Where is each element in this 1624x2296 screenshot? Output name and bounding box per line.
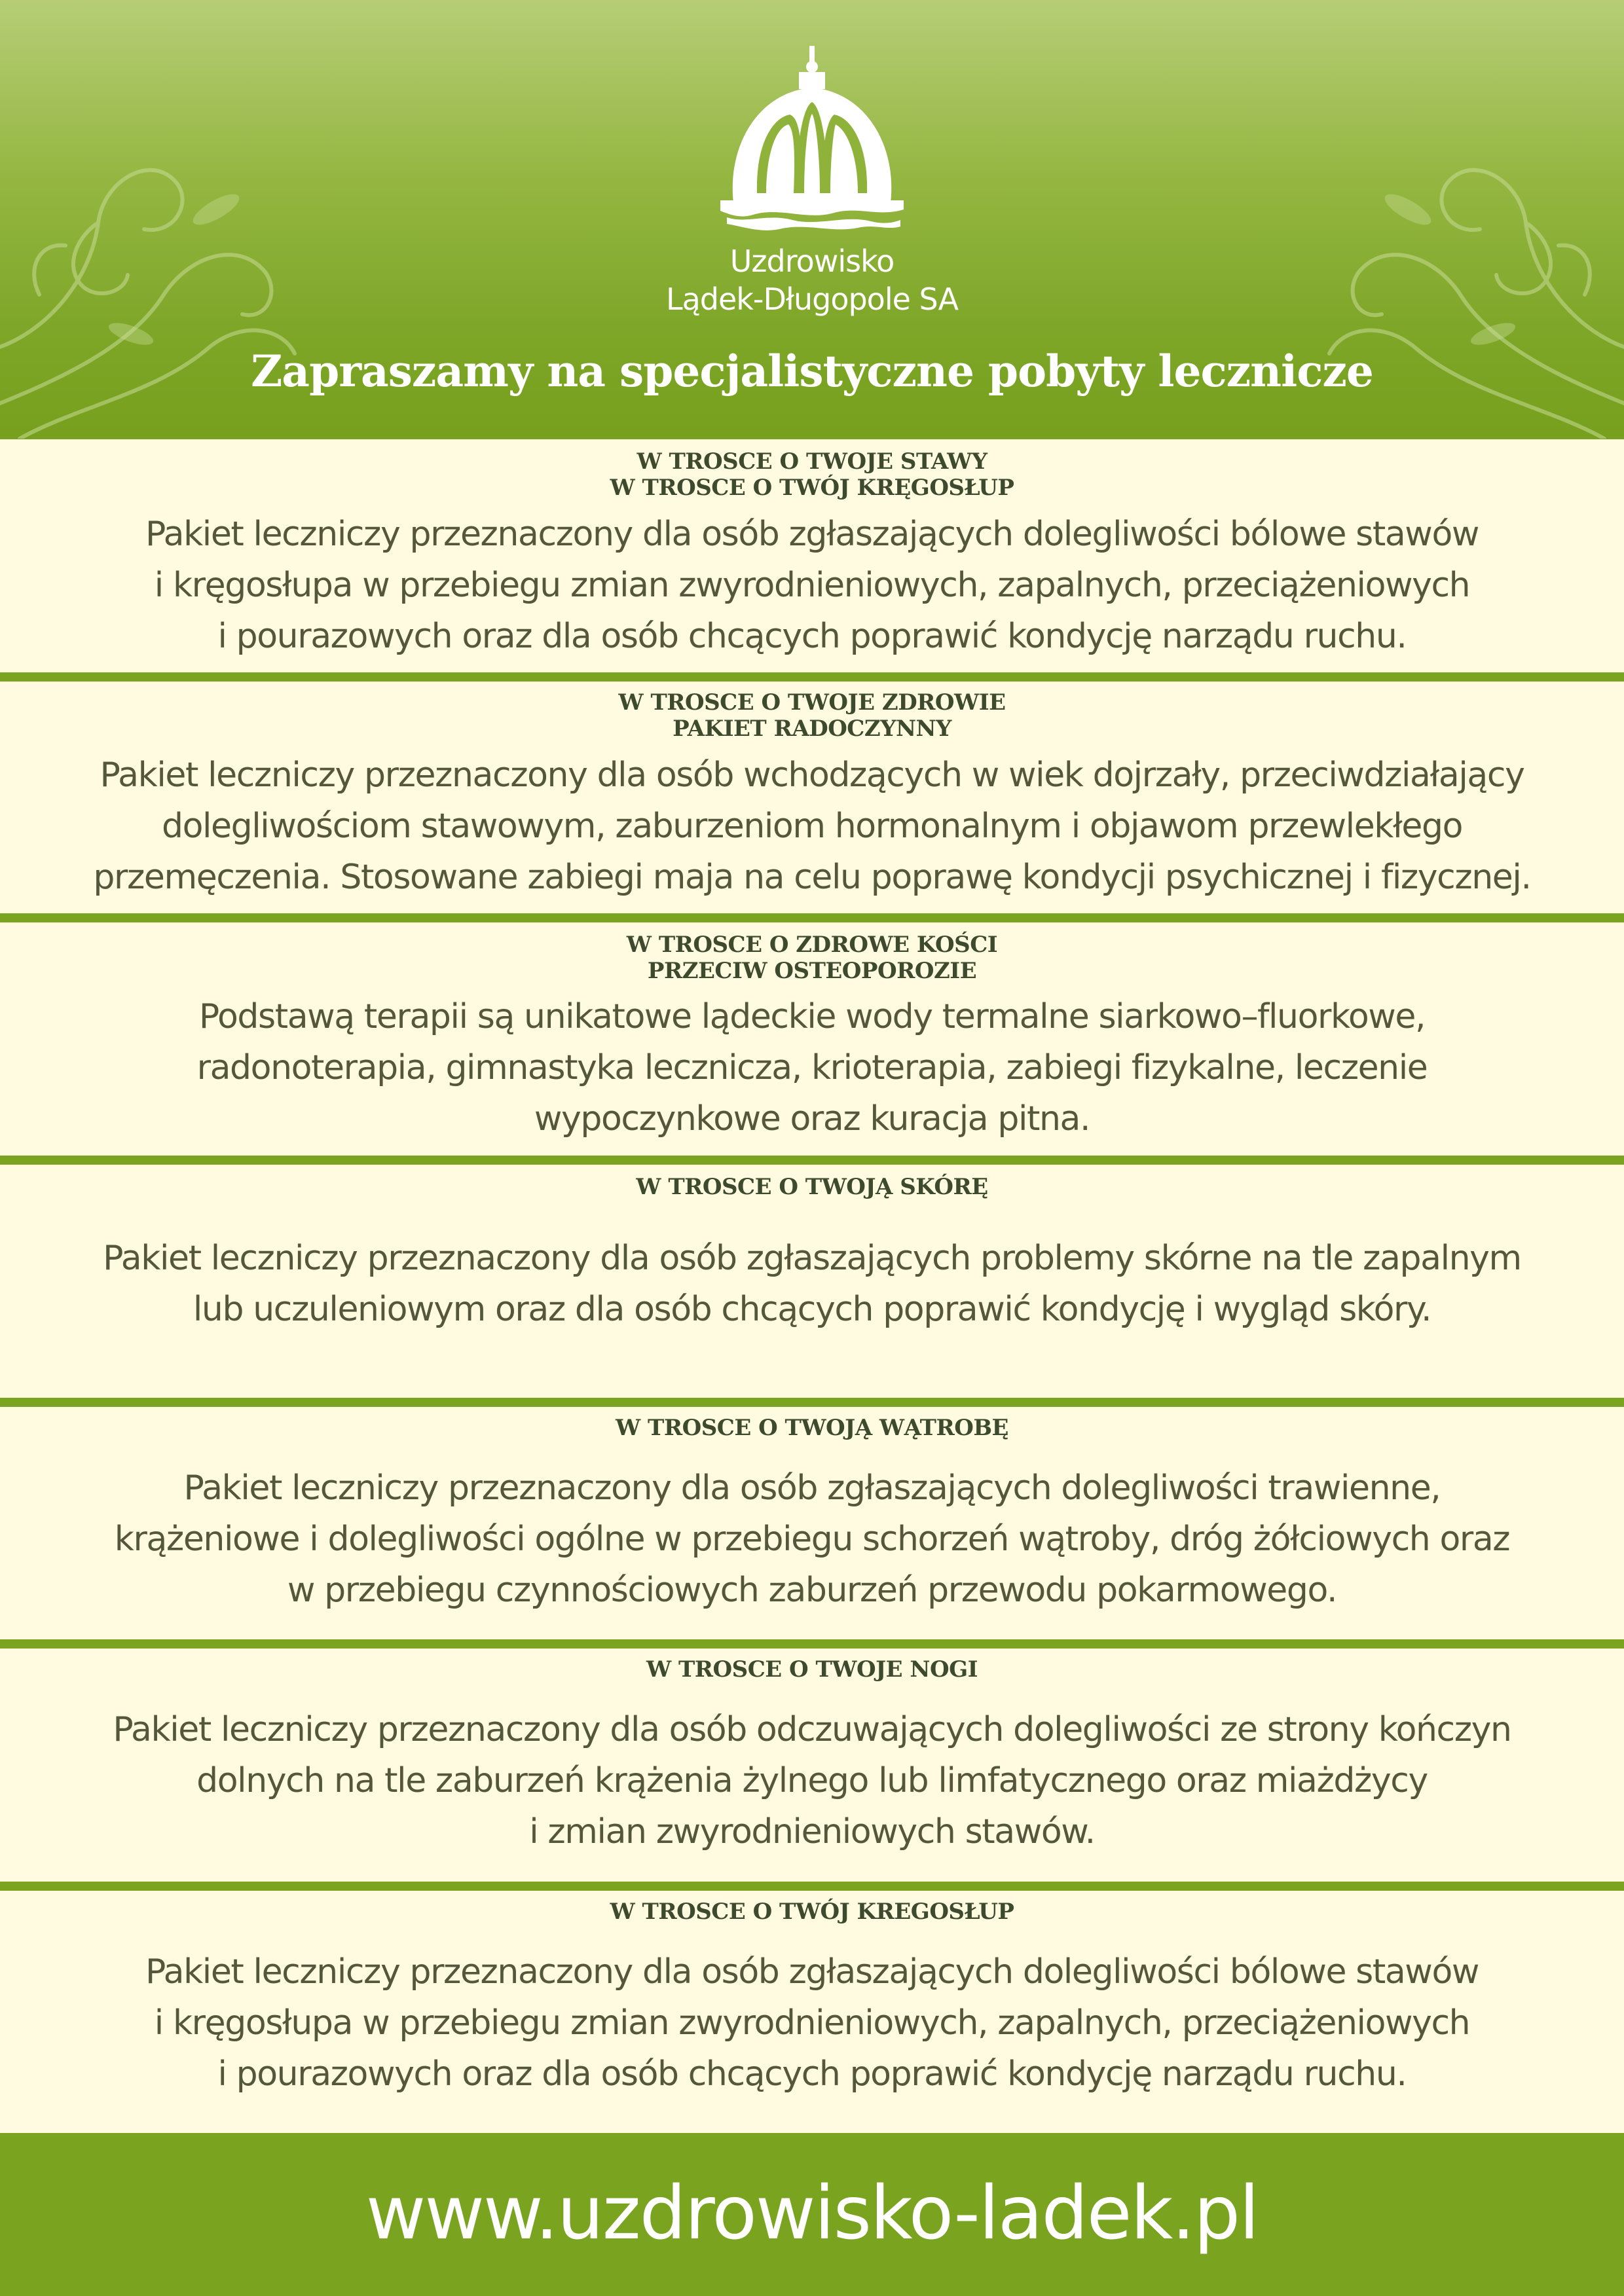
section-description bbox=[26, 1463, 1598, 1616]
section-text-line: Pakiet leczniczy przeznaczony dla osób wchodzących w wiek dojrzały, przeciwdziałający bbox=[100, 756, 1524, 795]
section-description bbox=[26, 750, 1598, 903]
section-title-line: W TROSCE O TWOJE NOGI bbox=[646, 1656, 978, 1683]
dome-logo-icon bbox=[701, 46, 923, 236]
section-title bbox=[0, 1899, 1624, 1925]
package-stawy-kregoslup bbox=[0, 439, 1624, 672]
section-description bbox=[26, 991, 1598, 1144]
section-text-line: Pakiet leczniczy przeznaczony dla osób zgłaszających problemy skórne na tle zapalnym bbox=[103, 1239, 1521, 1278]
section-text-line: dolegliwościom stawowym, zaburzeniom hormonalnym i objawom przewlekłego bbox=[161, 807, 1462, 846]
package-kregoslup bbox=[0, 1891, 1624, 2133]
section-title-line: PAKIET RADOCZYNNY bbox=[673, 716, 951, 742]
package-radoczynny bbox=[0, 682, 1624, 913]
section-text-line: wypoczynkowe oraz kuracja pitna. bbox=[534, 1099, 1090, 1139]
brand-name: Uzdrowisko bbox=[729, 244, 895, 279]
section-text-line: i pourazowych oraz dla osób chcących poprawić kondycję narządu ruchu. bbox=[217, 617, 1407, 656]
section-title bbox=[0, 448, 1624, 501]
section-title bbox=[0, 1656, 1624, 1683]
section-text-line: i kręgosłupa w przebiegu zmian zwyrodnieniowych, zapalnych, przeciążeniowych bbox=[154, 2003, 1470, 2043]
section-description bbox=[26, 1946, 1598, 2100]
section-title-line: PRZECIW OSTEOPOROZIE bbox=[647, 958, 977, 984]
section-text-line: Pakiet leczniczy przeznaczony dla osób odczuwających dolegliwości ze strony kończyn bbox=[113, 1710, 1511, 1749]
section-description bbox=[26, 1704, 1598, 1857]
section-text-line: i zmian zwyrodnieniowych stawów. bbox=[529, 1812, 1095, 1851]
brand-subname: Lądek-Długopole SA bbox=[665, 282, 959, 317]
section-text-line: dolnych na tle zaburzeń krążenia żylnego lub limfatycznego oraz miażdżycy bbox=[196, 1761, 1428, 1800]
header bbox=[0, 0, 1624, 439]
page-headline: Zapraszamy na specjalistyczne pobyty lecznicze bbox=[251, 346, 1373, 397]
footer bbox=[0, 2133, 1624, 2296]
section-text-line: Pakiet leczniczy przeznaczony dla osób zgłaszających dolegliwości bólowe stawów bbox=[145, 1952, 1479, 1992]
section-description bbox=[26, 1233, 1598, 1335]
section-text-line: lub uczuleniowym oraz dla osób chcących poprawić kondycję i wygląd skóry. bbox=[193, 1290, 1431, 1329]
section-text-line: i kręgosłupa w przebiegu zmian zwyrodnieniowych, zapalnych, przeciążeniowych bbox=[154, 566, 1470, 605]
section-title bbox=[0, 1415, 1624, 1441]
package-skora bbox=[0, 1165, 1624, 1398]
section-description bbox=[26, 509, 1598, 662]
section-text-line: Pakiet leczniczy przeznaczony dla osób zgłaszających dolegliwości trawienne, bbox=[183, 1468, 1441, 1508]
section-title-line: W TROSCE O TWOJĄ WĄTROBĘ bbox=[616, 1415, 1008, 1441]
package-osteoporoza bbox=[0, 922, 1624, 1156]
section-title bbox=[0, 932, 1624, 984]
package-nogi bbox=[0, 1649, 1624, 1882]
package-watroba bbox=[0, 1407, 1624, 1639]
section-text-line: radonoterapia, gimnastyka lecznicza, krioterapia, zabiegi fizykalne, leczenie bbox=[196, 1048, 1428, 1087]
section-title bbox=[0, 1174, 1624, 1200]
section-title-line: W TROSCE O TWÓJ KRĘGOSŁUP bbox=[610, 475, 1014, 501]
section-title-line: W TROSCE O TWÓJ KREGOSŁUP bbox=[610, 1899, 1014, 1925]
section-title-line: W TROSCE O TWOJE STAWY bbox=[637, 448, 987, 475]
section-title bbox=[0, 689, 1624, 742]
section-title-line: W TROSCE O ZDROWE KOŚCI bbox=[626, 932, 998, 958]
section-text-line: przemęczenia. Stosowane zabiegi maja na celu poprawę kondycji psychicznej i fizycznej. bbox=[93, 858, 1531, 897]
section-title-line: W TROSCE O TWOJĄ SKÓRĘ bbox=[636, 1174, 988, 1200]
section-text-line: krążeniowe i dolegliwości ogólne w przebiegu schorzeń wątroby, dróg żółciowych oraz bbox=[114, 1520, 1510, 1559]
website-link[interactable]: www.uzdrowisko-ladek.pl bbox=[365, 2171, 1259, 2256]
section-title-line: W TROSCE O TWOJE ZDROWIE bbox=[618, 689, 1006, 716]
section-text-line: w przebiegu czynnościowych zaburzeń przewodu pokarmowego. bbox=[287, 1571, 1337, 1610]
section-text-line: Pakiet leczniczy przeznaczony dla osób zgłaszających dolegliwości bólowe stawów bbox=[145, 515, 1479, 554]
section-text-line: Podstawą terapii są unikatowe lądeckie wody termalne siarkowo–fluorkowe, bbox=[198, 997, 1426, 1036]
section-text-line: i pourazowych oraz dla osób chcących poprawić kondycję narządu ruchu. bbox=[217, 2054, 1407, 2094]
